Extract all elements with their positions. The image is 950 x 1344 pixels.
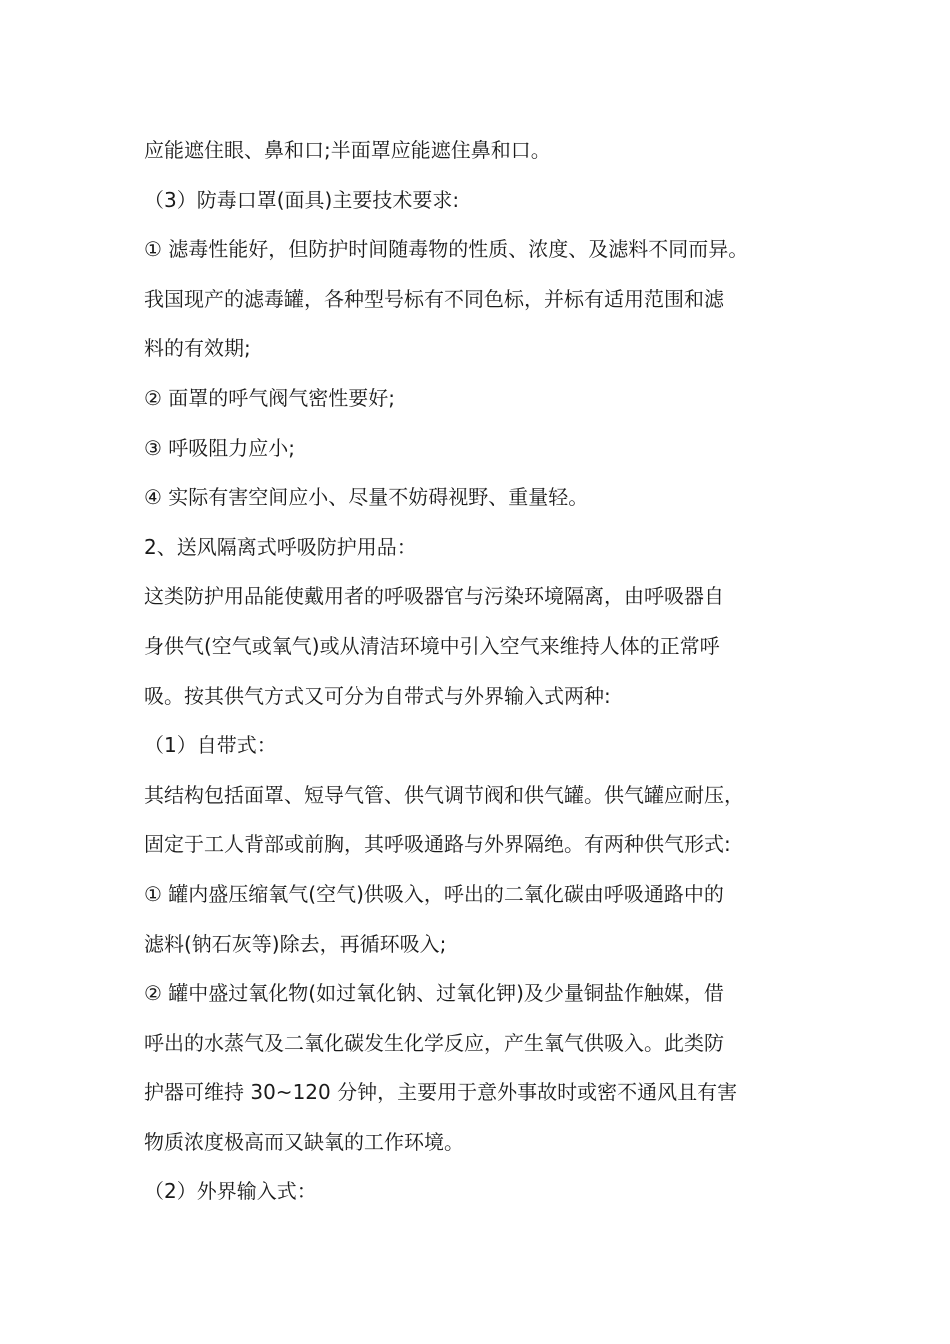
text-line: 我国现产的滤毒罐，各种型号标有不同色标，并标有适用范围和滤	[144, 286, 724, 311]
text-line: 吸。按其供气方式又可分为自带式与外界输入式两种:	[144, 683, 611, 708]
text-line: 这类防护用品能使戴用者的呼吸器官与污染环境隔离，由呼吸器自	[144, 584, 724, 609]
section-heading: （3）防毒口罩(面具)主要技术要求:	[144, 187, 460, 212]
section-heading: （1）自带式：	[144, 733, 277, 758]
list-item: ③ 呼吸阻力应小;	[144, 435, 296, 460]
text-line: 料的有效期;	[144, 336, 251, 361]
list-item: ① 滤毒性能好，但防护时间随毒物的性质、浓度、及滤料不同而异。	[144, 237, 749, 262]
section-heading: 2、送风隔离式呼吸防护用品：	[144, 534, 417, 559]
text-line: 护器可维持 30~120 分钟，主要用于意外事故时或密不通风且有害	[144, 1080, 738, 1105]
list-item: ② 面罩的呼气阀气密性要好;	[144, 385, 396, 410]
text-line: 身供气(空气或氧气)或从清洁环境中引入空气来维持人体的正常呼	[144, 633, 720, 658]
text-line: 固定于工人背部或前胸，其呼吸通路与外界隔绝。有两种供气形式:	[144, 832, 731, 857]
text-line: 滤料(钠石灰等)除去，再循环吸入;	[144, 931, 447, 956]
list-item: ② 罐中盛过氧化物(如过氧化钠、过氧化钾)及少量铜盐作触媒，借	[144, 981, 724, 1006]
list-item: ④ 实际有害空间应小、尽量不妨碍视野、重量轻。	[144, 485, 589, 510]
text-line: 呼出的水蒸气及二氧化碳发生化学反应，产生氧气供吸入。此类防	[144, 1030, 724, 1055]
section-heading: （2）外界输入式：	[144, 1179, 317, 1204]
text-line: 其结构包括面罩、短导气管、供气调节阀和供气罐。供气罐应耐压，	[144, 782, 744, 807]
text-line: 物质浓度极高而又缺氧的工作环境。	[144, 1129, 464, 1154]
list-item: ① 罐内盛压缩氧气(空气)供吸入，呼出的二氧化碳由呼吸通路中的	[144, 881, 724, 906]
document-body	[144, 126, 844, 1217]
text-line: 应能遮住眼、鼻和口;半面罩应能遮住鼻和口。	[144, 138, 551, 162]
